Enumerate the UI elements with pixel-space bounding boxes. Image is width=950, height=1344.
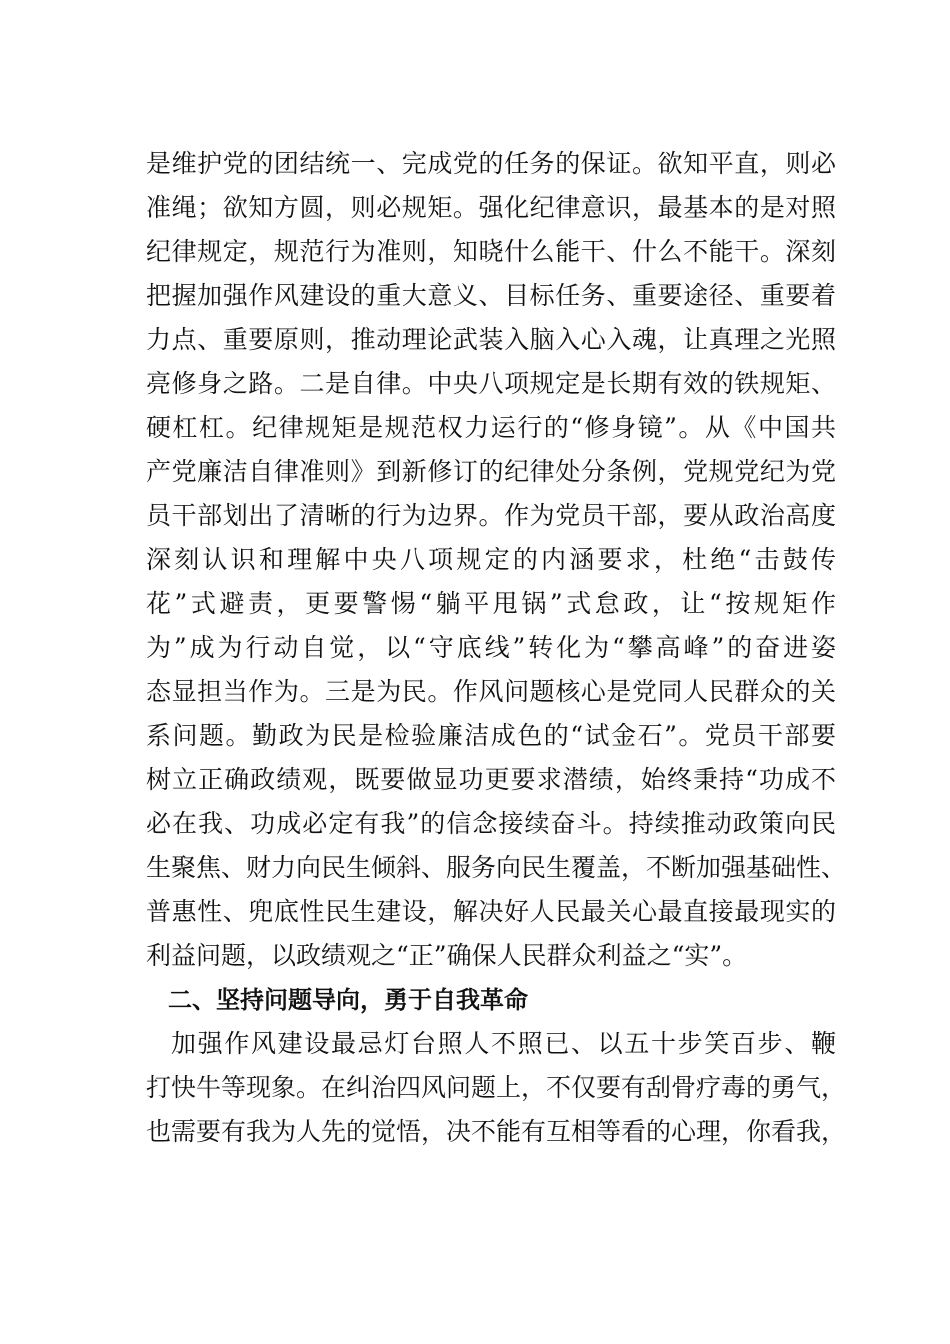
- body-line: 也需要有我为人先的觉悟，决不能有互相等看的心理，你看我，: [146, 1117, 847, 1146]
- document-body: [146, 142, 847, 1154]
- body-line: 系问题。勤政为民是检验廉洁成色的“试金石”。党员干部要: [146, 721, 836, 750]
- body-line: 生聚焦、财力向民生倾斜、服务向民生覆盖，不断加强基础性、: [146, 853, 847, 882]
- section-heading: 二、坚持问题导向，勇于自我革命: [168, 986, 528, 1014]
- body-line: 员干部划出了清晰的行为边界。作为党员干部，要从政治高度: [146, 501, 836, 530]
- body-line: 为”成为行动自觉，以“守底线”转化为“攀高峰”的奋进姿: [146, 633, 836, 662]
- body-line: 产党廉洁自律准则》到新修订的纪律处分条例，党规党纪为党: [146, 457, 836, 486]
- body-line: 把握加强作风建设的重大意义、目标任务、重要途径、重要着: [146, 281, 836, 310]
- body-line: 亮修身之路。二是自律。中央八项规定是长期有效的铁规矩、: [146, 369, 836, 398]
- body-line: 深刻认识和理解中央八项规定的内涵要求，杜绝“击鼓传: [146, 545, 836, 574]
- body-line: 利益问题，以政绩观之“正”确保人民群众利益之“实”。: [146, 941, 748, 970]
- body-line: 加强作风建设最忌灯台照人不照已、以五十步笑百步、鞭: [171, 1029, 836, 1058]
- body-line: 打快牛等现象。在纠治四风问题上，不仅要有刮骨疗毒的勇气，: [146, 1073, 847, 1102]
- body-line: 准绳；欲知方圆，则必规矩。强化纪律意识，最基本的是对照: [146, 193, 836, 222]
- body-line: 树立正确政绩观，既要做显功更要求潜绩，始终秉持“功成不: [146, 765, 836, 794]
- body-line: 态显担当作为。三是为民。作风问题核心是党同人民群众的关: [146, 677, 836, 706]
- body-line: 力点、重要原则，推动理论武装入脑入心入魂，让真理之光照: [146, 325, 836, 354]
- body-line: 纪律规定，规范行为准则，知晓什么能干、什么不能干。深刻: [146, 237, 836, 266]
- body-line: 硬杠杠。纪律规矩是规范权力运行的“修身镜”。从《中国共: [146, 413, 836, 442]
- body-line: 必在我、功成必定有我”的信念接续奋斗。持续推动政策向民: [146, 809, 836, 838]
- body-line: 是维护党的团结统一、完成党的任务的保证。欲知平直，则必: [146, 149, 836, 178]
- body-line: 普惠性、兜底性民生建设，解决好人民最关心最直接最现实的: [146, 897, 836, 926]
- body-line: 花”式避责，更要警惕“躺平甩锅”式怠政，让“按规矩作: [146, 589, 836, 618]
